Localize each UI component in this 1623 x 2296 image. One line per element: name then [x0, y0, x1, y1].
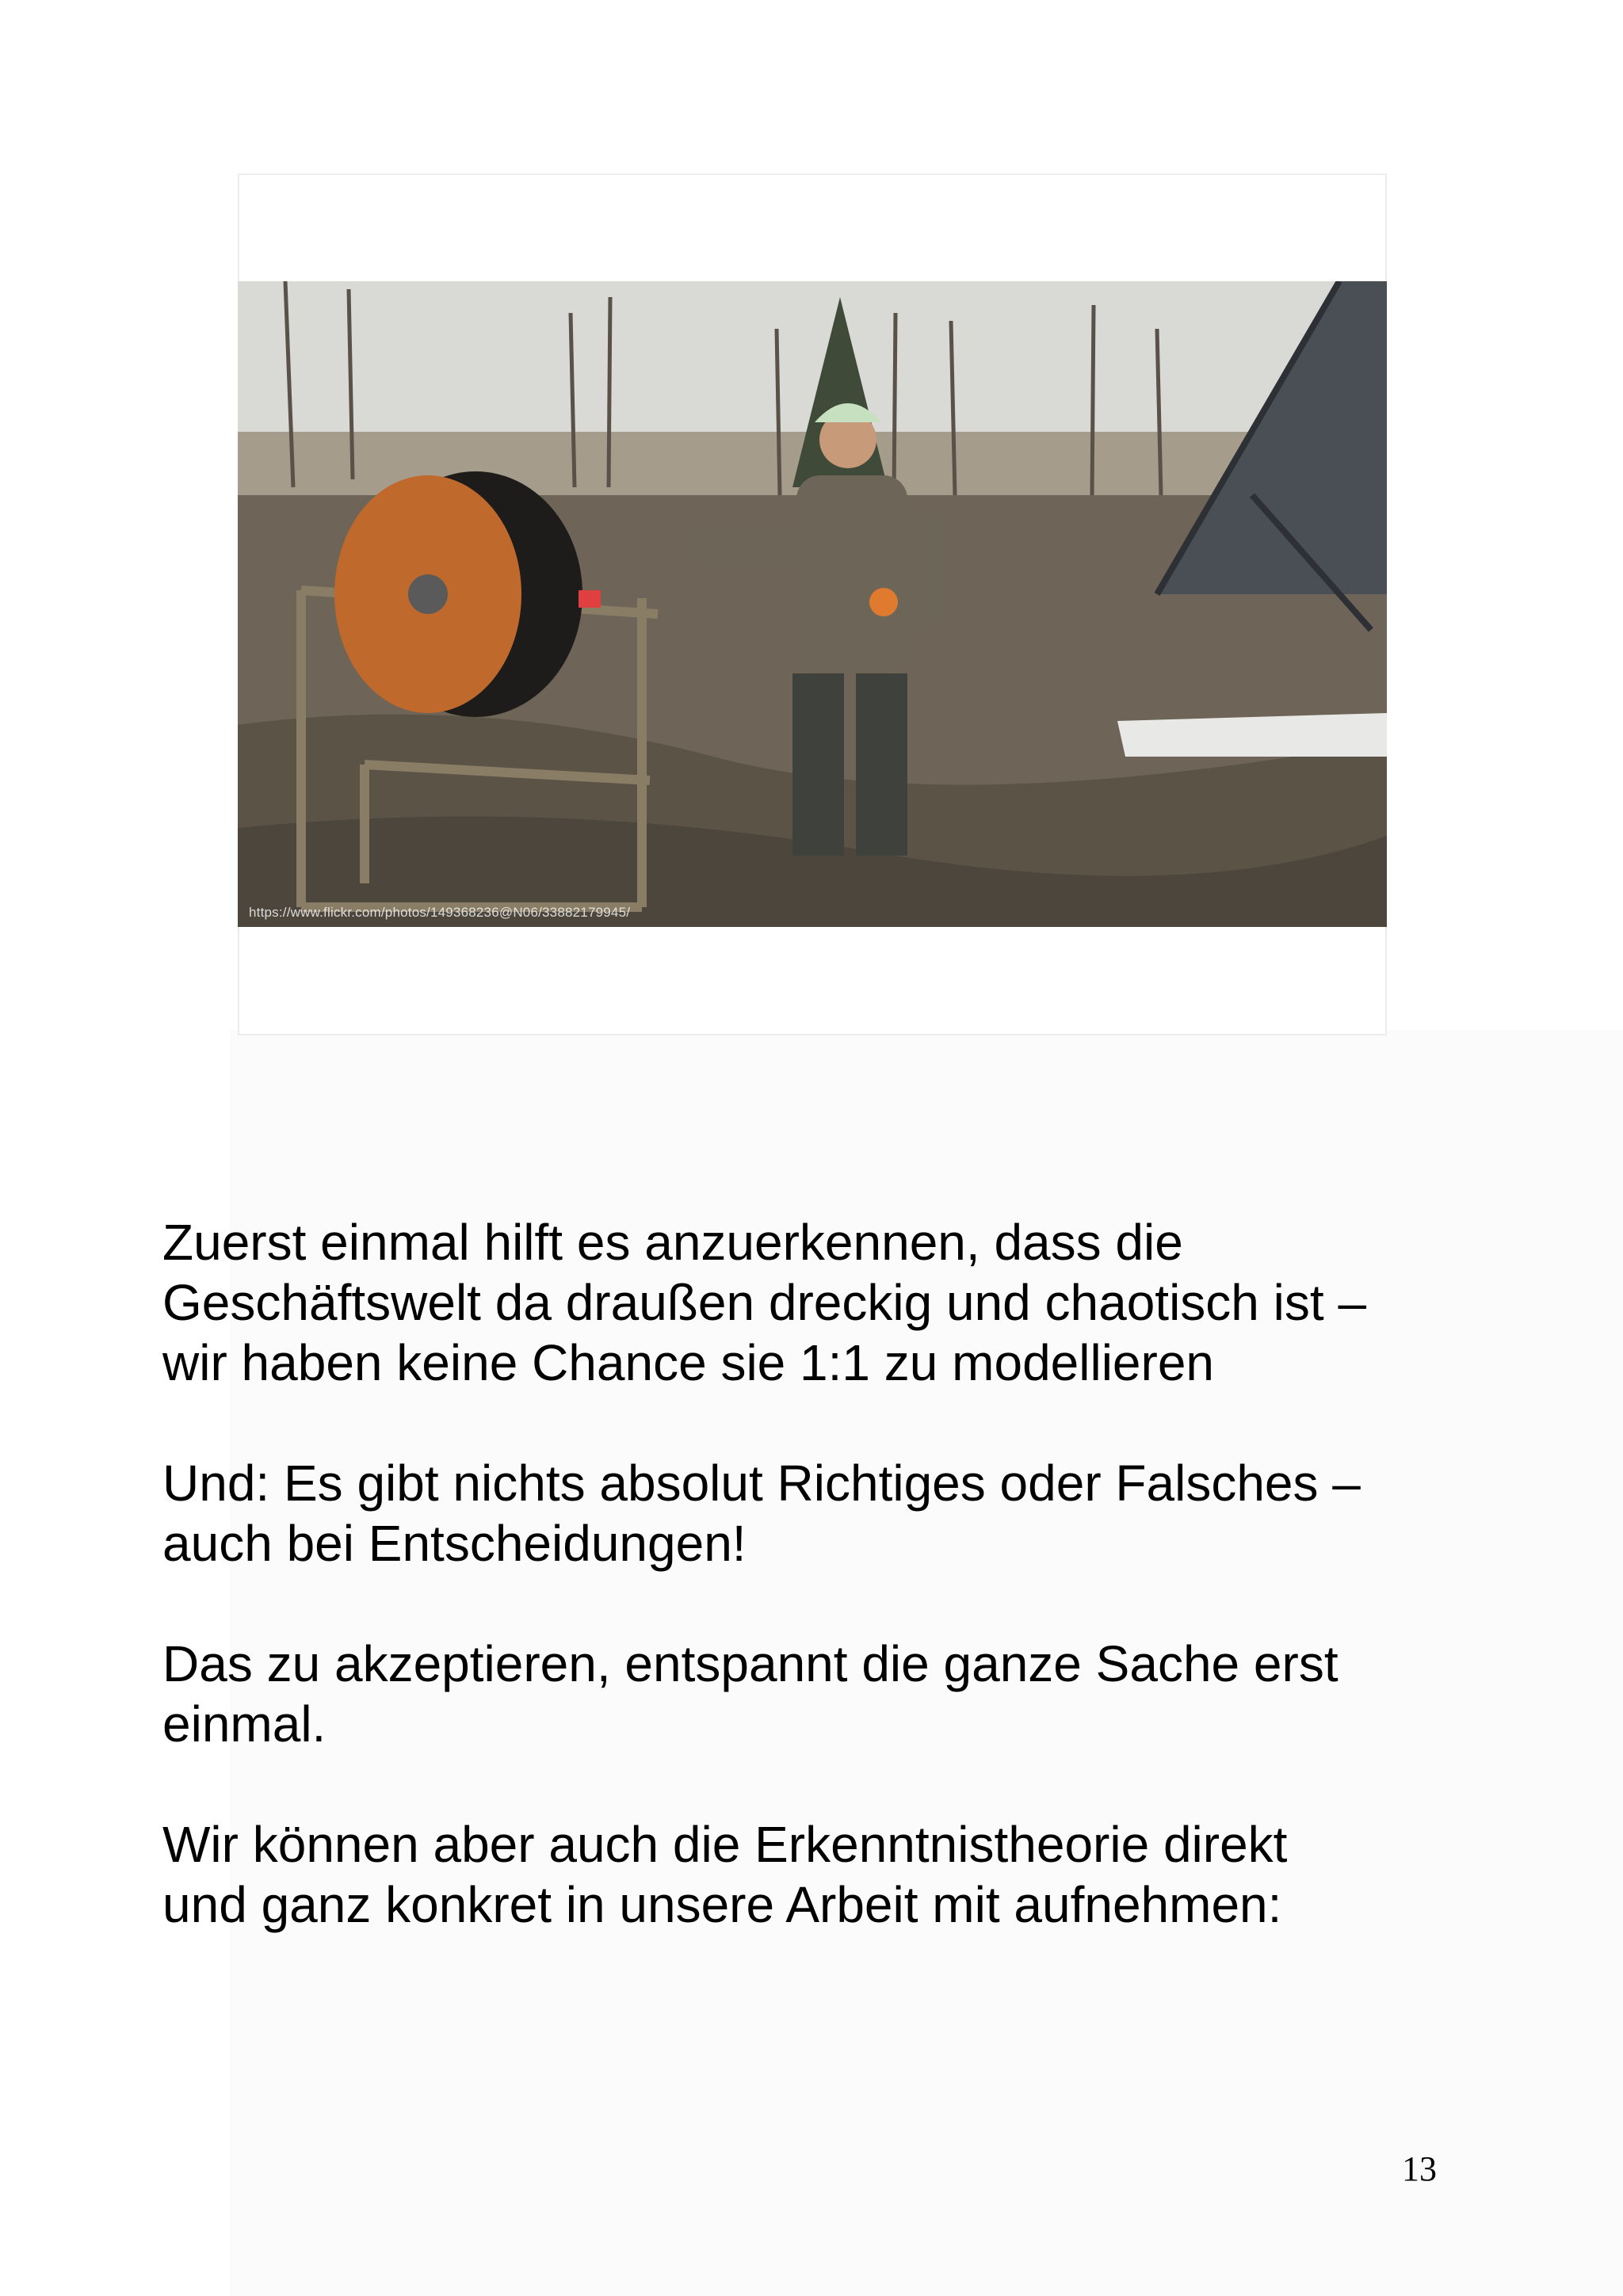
- paragraph: Wir können aber auch die Erkenntnistheorie direkt und ganz konkret in unsere Arbeit mit aufnehmen:: [162, 1816, 1288, 1933]
- worker-photo: [238, 281, 1387, 927]
- paragraph: Zuerst einmal hilft es anzuerkennen, dass die Geschäftswelt da draußen dreckig und chaotisch ist – wir haben keine Chance sie 1:1 zu modellieren: [162, 1214, 1367, 1391]
- body-text: [162, 1212, 1510, 1995]
- page-number: 13: [1402, 2149, 1437, 2188]
- paragraph: Das zu akzeptieren, entspannt die ganze Sache erst einmal.: [162, 1635, 1338, 1753]
- worker-photo-illustration: [238, 281, 1387, 927]
- paragraph: Und: Es gibt nichts absolut Richtiges oder Falsches – auch bei Entscheidungen!: [162, 1455, 1361, 1572]
- photo-credit-url: https://www.flickr.com/photos/149368236@N06/33882179945/: [249, 905, 631, 920]
